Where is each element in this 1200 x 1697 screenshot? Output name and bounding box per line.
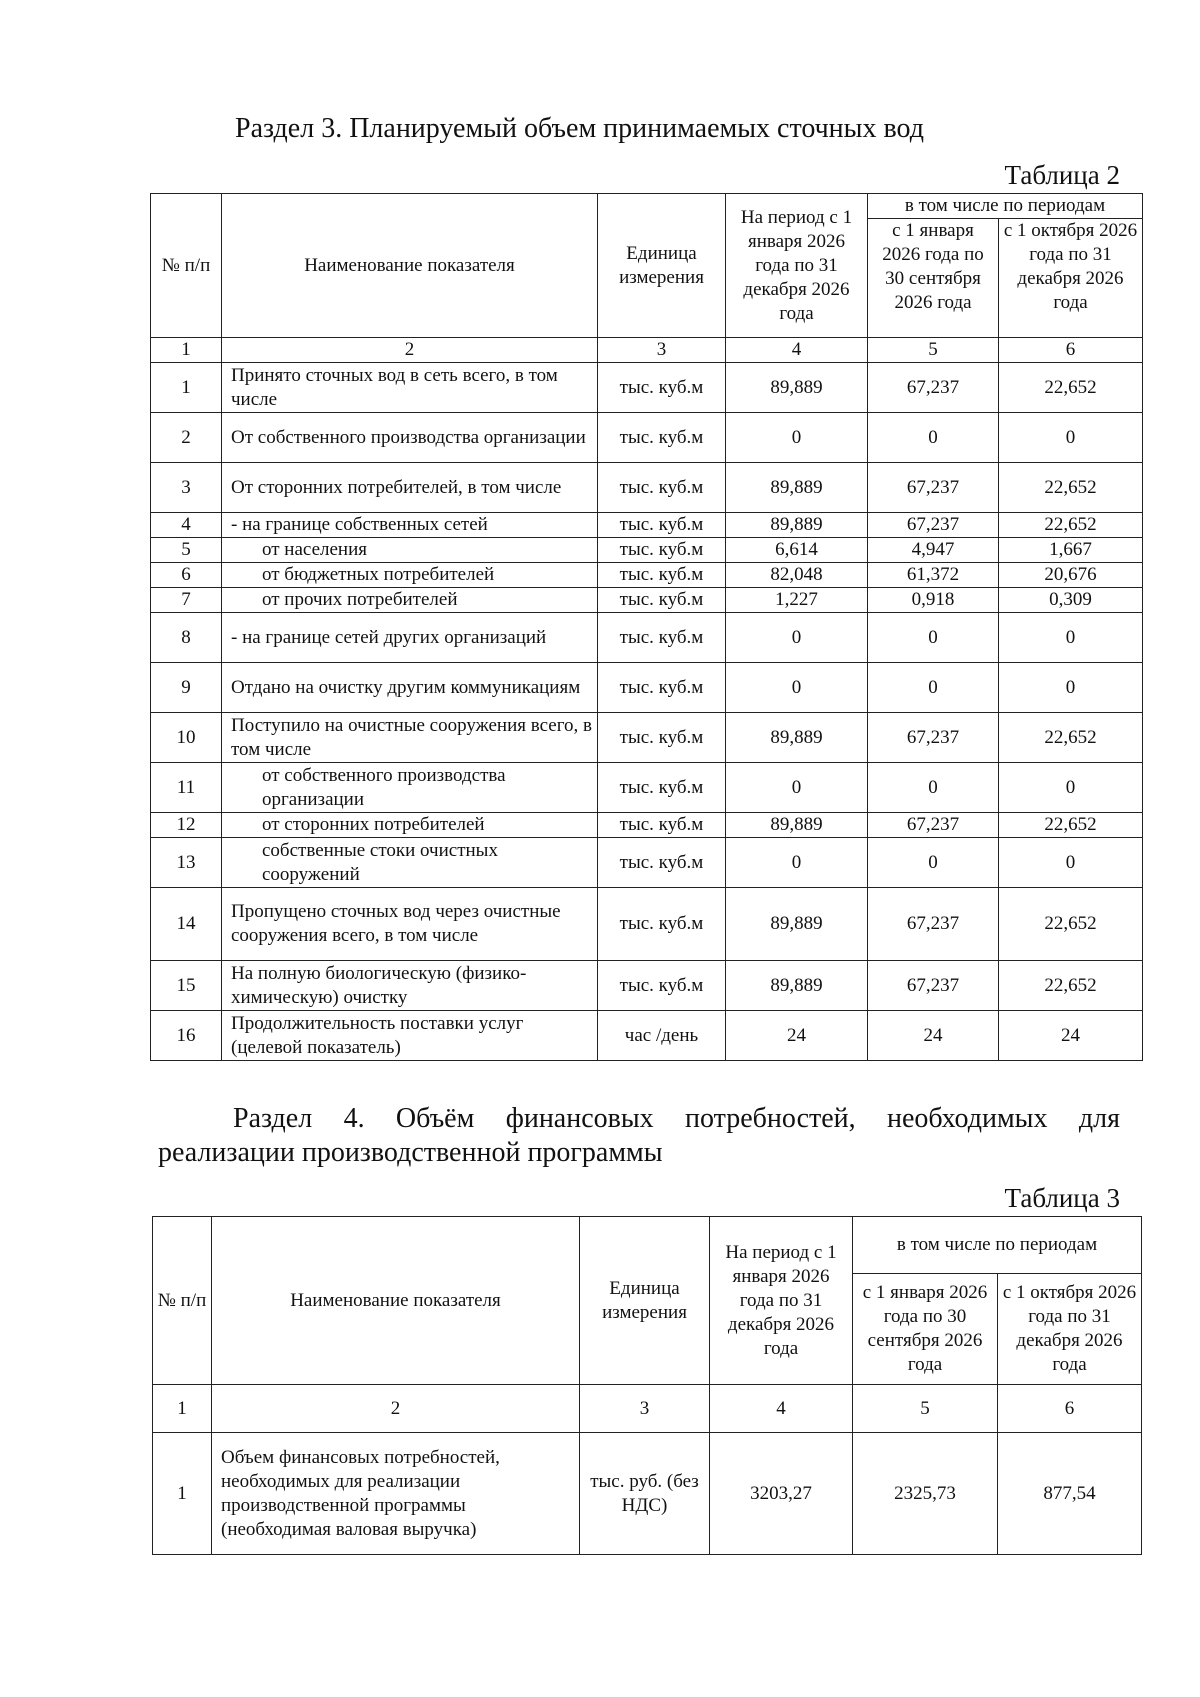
indicator-name-cell: От сторонних потребителей, в том числе [222, 463, 598, 513]
table-2 [150, 193, 1143, 1061]
indicator-name-cell: На полную биологическую (физико-химическую) очистку [222, 961, 598, 1011]
indicator-name-cell: Поступило на очистные сооружения всего, в том числе [222, 713, 598, 763]
period-2-value-cell: 22,652 [999, 888, 1143, 961]
period-2-value-cell: 22,652 [999, 713, 1143, 763]
row-number-cell: 8 [151, 613, 222, 663]
total-value-cell: 89,889 [726, 961, 868, 1011]
total-value-cell: 0 [726, 663, 868, 713]
indicator-name-cell: Продолжительность поставки услуг (целевой показатель) [222, 1011, 598, 1061]
unit-cell: тыс. куб.м [598, 838, 726, 888]
table-row [151, 888, 1143, 961]
indicator-name-cell: от собственного производства организации [222, 763, 598, 813]
total-value-cell: 0 [726, 838, 868, 888]
col-number-6: 6 [998, 1385, 1142, 1433]
unit-cell: тыс. куб.м [598, 363, 726, 413]
total-value-cell: 89,889 [726, 888, 868, 961]
col-number-4: 4 [710, 1385, 853, 1433]
row-number-cell: 15 [151, 961, 222, 1011]
indicator-name-cell: Пропущено сточных вод через очистные сооружения всего, в том числе [222, 888, 598, 961]
row-number-cell: 12 [151, 813, 222, 838]
table-row [151, 613, 1143, 663]
header-period-2: с 1 октября 2026 года по 31 декабря 2026 года [998, 1274, 1142, 1385]
period-2-value-cell: 0,309 [999, 588, 1143, 613]
col-number-5: 5 [868, 338, 999, 363]
row-number-cell: 10 [151, 713, 222, 763]
title-word: необходимых [887, 1103, 1048, 1134]
period-2-value-cell: 22,652 [999, 961, 1143, 1011]
col-number-1: 1 [153, 1385, 212, 1433]
row-number-cell: 13 [151, 838, 222, 888]
col-number-6: 6 [999, 338, 1143, 363]
section4-title [158, 1102, 1120, 1170]
table-row [151, 363, 1143, 413]
table-row [151, 838, 1143, 888]
header-name: Наименование показателя [212, 1217, 580, 1385]
table-row [151, 563, 1143, 588]
table3-label: Таблица 3 [1004, 1183, 1120, 1213]
row-number-cell: 1 [151, 363, 222, 413]
unit-cell: тыс. куб.м [598, 613, 726, 663]
section4-title-line1 [158, 1102, 1120, 1136]
period-1-value-cell: 67,237 [868, 363, 999, 413]
unit-cell: тыс. куб.м [598, 513, 726, 538]
title-word: 4. [343, 1103, 365, 1134]
period-1-value-cell: 0,918 [868, 588, 999, 613]
period-1-value-cell: 61,372 [868, 563, 999, 588]
period-1-value-cell: 0 [868, 663, 999, 713]
indicator-name-cell: От собственного производства организации [222, 413, 598, 463]
row-number-cell: 5 [151, 538, 222, 563]
period-2-value-cell: 22,652 [999, 463, 1143, 513]
period-2-value-cell: 0 [999, 763, 1143, 813]
table-row [151, 513, 1143, 538]
indicator-name-cell: от населения [222, 538, 598, 563]
table-row [151, 763, 1143, 813]
unit-cell: тыс. куб.м [598, 713, 726, 763]
table-row [151, 713, 1143, 763]
indicator-name-cell: от прочих потребителей [222, 588, 598, 613]
table-row [151, 463, 1143, 513]
period-2-value-cell: 22,652 [999, 513, 1143, 538]
period-2-value-cell: 0 [999, 838, 1143, 888]
table2-label: Таблица 2 [1004, 160, 1120, 190]
indicator-name-cell: собственные стоки очистных сооружений [222, 838, 598, 888]
title-word: Раздел [233, 1103, 313, 1134]
header-period-2: с 1 октября 2026 года по 31 декабря 2026 года [999, 219, 1143, 338]
col-number-3: 3 [580, 1385, 710, 1433]
period-2-value-cell: 22,652 [999, 363, 1143, 413]
col-number-5: 5 [853, 1385, 998, 1433]
period-1-value-cell: 67,237 [868, 513, 999, 538]
row-number-cell: 9 [151, 663, 222, 713]
title-word: потребностей, [685, 1103, 856, 1134]
total-value-cell: 89,889 [726, 813, 868, 838]
row-number-cell: 14 [151, 888, 222, 961]
title-word: Объём [395, 1103, 475, 1134]
table-row [153, 1433, 1142, 1555]
row-number-cell: 6 [151, 563, 222, 588]
row-number-cell: 2 [151, 413, 222, 463]
indicator-name-cell: Отдано на очистку другим коммуникациям [222, 663, 598, 713]
table-row [151, 813, 1143, 838]
header-group: в том числе по периодам [868, 194, 1143, 219]
total-value-cell: 1,227 [726, 588, 868, 613]
header-total: На период с 1 января 2026 года по 31 декабря 2026 года [710, 1217, 853, 1385]
total-value-cell: 0 [726, 763, 868, 813]
header-unit: Единица измерения [580, 1217, 710, 1385]
table-row [151, 413, 1143, 463]
period-1-value-cell: 24 [868, 1011, 999, 1061]
total-value-cell: 24 [726, 1011, 868, 1061]
period-1-value-cell: 67,237 [868, 961, 999, 1011]
unit-cell: тыс. куб.м [598, 763, 726, 813]
indicator-name-cell: от бюджетных потребителей [222, 563, 598, 588]
header-unit: Единица измерения [598, 194, 726, 338]
unit-cell: час /день [598, 1011, 726, 1061]
row-number-cell: 11 [151, 763, 222, 813]
unit-cell: тыс. куб.м [598, 538, 726, 563]
table-row [151, 961, 1143, 1011]
unit-cell: тыс. куб.м [598, 563, 726, 588]
unit-cell: тыс. куб.м [598, 588, 726, 613]
title-word: финансовых [505, 1103, 654, 1134]
period-1-value-cell: 67,237 [868, 463, 999, 513]
total-value-cell: 6,614 [726, 538, 868, 563]
header-period-1: с 1 января 2026 года по 30 сентября 2026 года [868, 219, 999, 338]
title-word: для [1078, 1103, 1120, 1134]
unit-cell: тыс. куб.м [598, 961, 726, 1011]
period-1-value-cell: 0 [868, 413, 999, 463]
table-row [151, 538, 1143, 563]
period-2-value-cell: 22,652 [999, 813, 1143, 838]
period-1-value-cell: 4,947 [868, 538, 999, 563]
period-1-value-cell: 0 [868, 838, 999, 888]
period-2-value-cell: 24 [999, 1011, 1143, 1061]
total-value-cell: 89,889 [726, 513, 868, 538]
indicator-name-cell: Объем финансовых потребностей, необходимых для реализации производственной программы (необходимая валовая выручка) [212, 1433, 580, 1555]
period-2-value-cell: 1,667 [999, 538, 1143, 563]
period-2-value-cell: 0 [999, 663, 1143, 713]
total-value-cell: 0 [726, 613, 868, 663]
header-name: Наименование показателя [222, 194, 598, 338]
period-2-value-cell: 0 [999, 613, 1143, 663]
col-number-2: 2 [222, 338, 598, 363]
indicator-name-cell: Принято сточных вод в сеть всего, в том числе [222, 363, 598, 413]
period-1-value-cell: 67,237 [868, 888, 999, 961]
unit-cell: тыс. руб. (без НДС) [580, 1433, 710, 1555]
header-total: На период с 1 января 2026 года по 31 декабря 2026 года [726, 194, 868, 338]
header-group: в том числе по периодам [853, 1217, 1142, 1274]
indicator-name-cell: - на границе сетей других организаций [222, 613, 598, 663]
col-number-1: 1 [151, 338, 222, 363]
row-number-cell: 4 [151, 513, 222, 538]
total-value-cell: 89,889 [726, 713, 868, 763]
unit-cell: тыс. куб.м [598, 663, 726, 713]
col-number-3: 3 [598, 338, 726, 363]
row-number-cell: 3 [151, 463, 222, 513]
section4-title-line2: реализации производственной программы [158, 1137, 663, 1168]
total-value-cell: 82,048 [726, 563, 868, 588]
row-number-cell: 1 [153, 1433, 212, 1555]
col-number-4: 4 [726, 338, 868, 363]
unit-cell: тыс. куб.м [598, 888, 726, 961]
unit-cell: тыс. куб.м [598, 813, 726, 838]
header-num: № п/п [153, 1217, 212, 1385]
header-num: № п/п [151, 194, 222, 338]
period-1-value-cell: 2325,73 [853, 1433, 998, 1555]
period-2-value-cell: 0 [999, 413, 1143, 463]
total-value-cell: 3203,27 [710, 1433, 853, 1555]
indicator-name-cell: от сторонних потребителей [222, 813, 598, 838]
table-3 [152, 1216, 1142, 1555]
period-1-value-cell: 67,237 [868, 813, 999, 838]
period-1-value-cell: 0 [868, 613, 999, 663]
total-value-cell: 89,889 [726, 463, 868, 513]
table-row [151, 663, 1143, 713]
period-1-value-cell: 0 [868, 763, 999, 813]
col-number-2: 2 [212, 1385, 580, 1433]
table-row [151, 1011, 1143, 1061]
total-value-cell: 0 [726, 413, 868, 463]
row-number-cell: 7 [151, 588, 222, 613]
period-2-value-cell: 20,676 [999, 563, 1143, 588]
table-row [151, 588, 1143, 613]
total-value-cell: 89,889 [726, 363, 868, 413]
period-1-value-cell: 67,237 [868, 713, 999, 763]
row-number-cell: 16 [151, 1011, 222, 1061]
header-period-1: с 1 января 2026 года по 30 сентября 2026 года [853, 1274, 998, 1385]
unit-cell: тыс. куб.м [598, 413, 726, 463]
section3-title: Раздел 3. Планируемый объем принимаемых сточных вод [235, 113, 924, 144]
indicator-name-cell: - на границе собственных сетей [222, 513, 598, 538]
unit-cell: тыс. куб.м [598, 463, 726, 513]
period-2-value-cell: 877,54 [998, 1433, 1142, 1555]
